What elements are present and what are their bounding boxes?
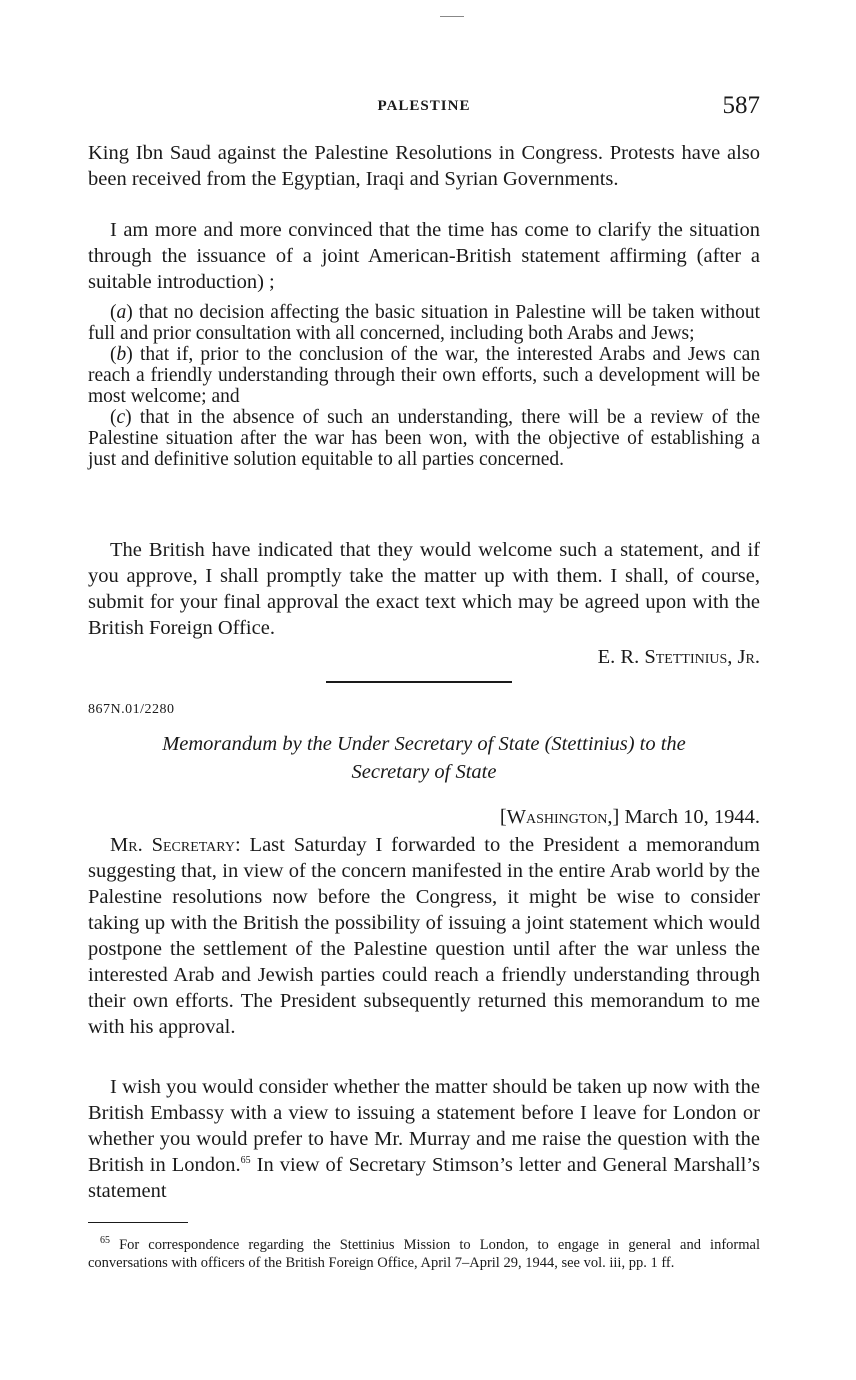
footnote-reference[interactable]: 65 <box>240 1155 251 1167</box>
item-text: that in the absence of such an understanding, there will be a review of the Palestine situation after the war has been won, with the objective of establishing a just and definitive solution equitable to all parties concerned. <box>88 407 761 470</box>
memo-salutation: Mr. Secretary <box>110 834 235 856</box>
dateline-date: March 10, 1944. <box>624 806 760 828</box>
signature-surname: Stettinius <box>644 646 728 668</box>
signature-suffix: Jr. <box>737 646 760 668</box>
signature: E. R. Stettinius, Jr. <box>597 646 760 668</box>
footnote-text: For correspondence regarding the Stettinius Mission to London, to engage in general and informal conversations with officers of the British Foreign Office, April 7–April 29, 1944, see vol. iii, pp. 1 ff. <box>88 1237 760 1271</box>
memo-paragraph-2-text: I wish you would consider whether the matter should be taken up now with the British Embassy with a view to issuing a statement before I leave for London or whether you would prefer to have Mr. Murray and me raise the question with the British in London. <box>88 1076 760 1176</box>
memo-paragraph-1-text: Last Saturday I forwarded to the President a memorandum suggesting that, in view of the concern manifested in the entire Arab world by the Palestine resolutions now before the Congress, it might be wise to consider taking up with the British the possibility of issuing a joint statement which would postpone the settlement of the Palestine question until after the war unless the interested Arab and Jewish parties could reach a friendly understanding through their own efforts. The President subsequently returned this memorandum to me with his approval. <box>88 834 761 1038</box>
memo-paragraph-2-continuation: In view of Secretary Stimson’s letter and General Marshall’s statement <box>88 1154 760 1202</box>
memo-paragraph-2 <box>88 1074 760 1204</box>
statement-item-a: (a) that no decision affecting the basic situation in Palestine will be taken without full and prior consultation with all concerned, including both Arabs and Jews; <box>88 302 760 344</box>
document-title-line-2: Secretary of State <box>351 761 497 783</box>
dateline: [Washington,] March 10, 1944. <box>499 806 760 828</box>
paragraph-continuation: King Ibn Saud against the Palestine Resolutions in Congress. Protests have also been received from the Egyptian, Iraqi and Syrian Governments. <box>88 142 760 190</box>
paragraph-convinced: I am more and more convinced that the time has come to clarify the situation through the issuance of a joint American-British statement affirming (after a suitable introduction) ; <box>88 219 760 293</box>
item-letter: b <box>116 344 127 365</box>
document-title <box>88 730 760 786</box>
memo-paragraph-1: Mr. Secretary: Last Saturday I forwarded to the President a memorandum suggesting that, in view of the concern manifested in the entire Arab world by the Palestine resolutions now before the Congress, it might be wise to consider taking up with the British the possibility of issuing a joint statement which would postpone the settlement of the Palestine question until after the war unless the interested Arab and Jewish parties could reach a friendly understanding through their own efforts. The President subsequently returned this memorandum to me with his approval. <box>88 834 761 1038</box>
paragraph-british-welcome: The British have indicated that they would welcome such a statement, and if you approve, I shall promptly take the matter up with them. I shall, of course, submit for your final approval the exact text which may be agreed upon with the British Foreign Office. <box>88 539 760 639</box>
section-divider <box>326 681 512 683</box>
running-head: PALESTINE <box>377 98 471 114</box>
statement-item-c: (c) that in the absence of such an understanding, there will be a review of the Palestine situation after the war has been won, with the objective of establishing a just and definitive solution equitable to all parties concerned. <box>88 407 761 470</box>
footnote <box>88 1236 760 1272</box>
item-letter: a <box>116 302 127 323</box>
page-header <box>88 92 760 122</box>
item-text: that no decision affecting the basic situation in Palestine will be taken without full and prior consultation with all concerned, including both Arabs and Jews; <box>88 302 760 344</box>
statement-items <box>88 302 760 470</box>
document-title-line-1: Memorandum by the Under Secretary of State (Stettinius) to the <box>162 733 686 755</box>
footnote-rule <box>88 1222 188 1223</box>
signature-initials: E. R. <box>597 646 640 668</box>
top-page-mark <box>440 16 464 17</box>
footnote-marker: 65 <box>100 1235 110 1247</box>
file-number: 867N.01/2280 <box>88 702 175 717</box>
page-number: 587 <box>722 92 760 119</box>
item-text: that if, prior to the conclusion of the war, the interested Arabs and Jews can reach a friendly understanding through their own efforts, such a development will be most welcome; and <box>88 344 761 407</box>
item-letter: c <box>116 407 126 428</box>
statement-item-b: (b) that if, prior to the conclusion of the war, the interested Arabs and Jews can reach a friendly understanding through their own efforts, such a development will be most welcome; and <box>88 344 761 407</box>
dateline-place: Washington <box>506 806 608 828</box>
